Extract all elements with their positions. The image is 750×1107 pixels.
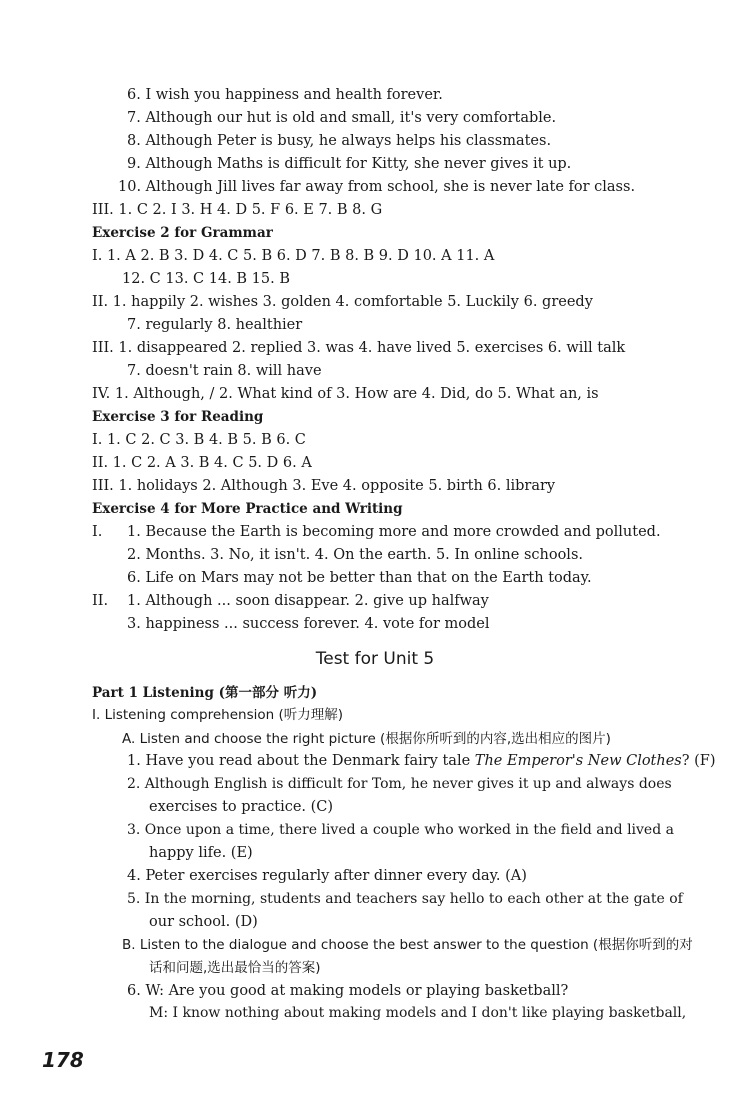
question-line: M: I know nothing about making models and I don't like playing basketball,: [149, 1005, 687, 1021]
question-line: 6. W: Are you good at making models or playing basketball?: [127, 983, 569, 999]
exercise-heading: Exercise 3 for Reading: [92, 409, 264, 425]
answer-line: 6. Life on Mars may not be better than that on the Earth today.: [127, 570, 592, 586]
answer-line: I. 1. A 2. B 3. D 4. C 5. B 6. D 7. B 8. B 9. D 10. A 11. A: [92, 248, 495, 264]
question-line: exercises to practice. (C): [149, 799, 334, 815]
section-heading: I. Listening comprehension (听力理解): [92, 707, 343, 723]
roman-numeral: II.: [92, 593, 109, 609]
answer-line: 10. Although Jill lives far away from school, she is never late for class.: [118, 179, 636, 195]
section-instruction: 话和问题,选出最恰当的答案): [149, 960, 321, 976]
question-line: [127, 751, 716, 771]
question-line: happy life. (E): [149, 845, 253, 861]
section-instruction: B. Listen to the dialogue and choose the best answer to the question (根据你听到的对: [122, 937, 693, 953]
answer-line: III. 1. disappeared 2. replied 3. was 4. have lived 5. exercises 6. will talk: [92, 340, 626, 356]
book-title: The Emperor's New Clothes: [474, 753, 682, 769]
part-heading: Part 1 Listening (第一部分 听力): [92, 685, 318, 701]
exercise-heading: Exercise 2 for Grammar: [92, 225, 273, 241]
exercise-heading: Exercise 4 for More Practice and Writing: [92, 501, 403, 517]
answer-line: 1. Although ... soon disappear. 2. give up halfway: [127, 593, 489, 609]
answer-line: 2. Months. 3. No, it isn't. 4. On the earth. 5. In online schools.: [127, 547, 583, 563]
question-line: 2. Although English is difficult for Tom, he never gives it up and always does: [127, 776, 672, 792]
page-number: 178: [42, 1048, 84, 1072]
test-title: Test for Unit 5: [315, 649, 435, 669]
question-line: 5. In the morning, students and teachers say hello to each other at the gate of: [127, 891, 683, 907]
answer-line: I. 1. C 2. C 3. B 4. B 5. B 6. C: [92, 432, 306, 448]
question-text: 1. Have you read about the Denmark fairy tale: [127, 753, 475, 769]
answer-line: 12. C 13. C 14. B 15. B: [122, 271, 291, 287]
question-line: 3. Once upon a time, there lived a couple who worked in the field and lived a: [127, 822, 674, 838]
answer-line: 7. doesn't rain 8. will have: [127, 363, 322, 379]
answer-line: III. 1. holidays 2. Although 3. Eve 4. opposite 5. birth 6. library: [92, 478, 556, 494]
answer-line: 9. Although Maths is difficult for Kitty, she never gives it up.: [127, 156, 572, 172]
answer-line: 6. I wish you happiness and health forever.: [127, 87, 443, 103]
question-line: our school. (D): [149, 914, 258, 930]
answer-line: 3. happiness ... success forever. 4. vote for model: [127, 616, 490, 632]
answer-line: 7. regularly 8. healthier: [127, 317, 303, 333]
section-instruction: A. Listen and choose the right picture (根据你所听到的内容,选出相应的图片): [122, 731, 611, 747]
answer-line: 8. Although Peter is busy, he always helps his classmates.: [127, 133, 552, 149]
question-answer: ? (F): [681, 753, 716, 769]
question-line: 4. Peter exercises regularly after dinner every day. (A): [127, 868, 527, 884]
answer-line: II. 1. happily 2. wishes 3. golden 4. comfortable 5. Luckily 6. greedy: [92, 294, 593, 310]
answer-line: 1. Because the Earth is becoming more and more crowded and polluted.: [127, 524, 661, 540]
answer-line: II. 1. C 2. A 3. B 4. C 5. D 6. A: [92, 455, 312, 471]
answer-line: 7. Although our hut is old and small, it's very comfortable.: [127, 110, 557, 126]
answer-line: III. 1. C 2. I 3. H 4. D 5. F 6. E 7. B 8. G: [92, 202, 383, 218]
answer-line: IV. 1. Although, / 2. What kind of 3. How are 4. Did, do 5. What an, is: [92, 386, 599, 402]
roman-numeral: I.: [92, 524, 103, 540]
